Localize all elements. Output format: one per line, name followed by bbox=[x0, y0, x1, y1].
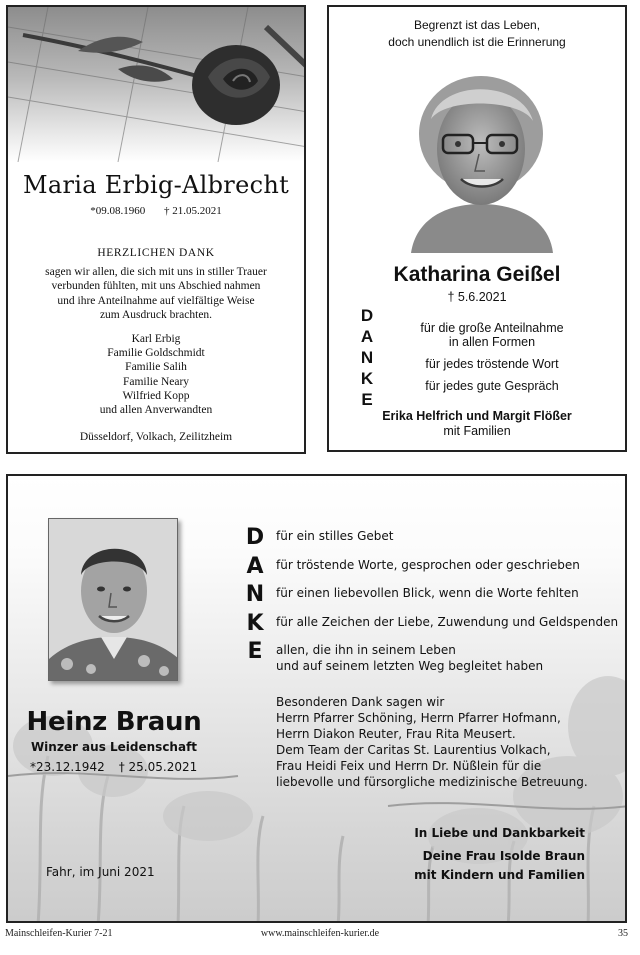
birth-date: *09.08.1960 bbox=[90, 205, 146, 217]
danke-letter: E bbox=[247, 639, 263, 664]
danke-letter: E bbox=[361, 390, 373, 409]
sign-line: Deine Frau Isolde Braun bbox=[422, 848, 585, 863]
signatory: Familie Goldschmidt bbox=[107, 347, 205, 360]
thanks-lines bbox=[387, 321, 597, 393]
thanks-line: für jedes tröstende Wort bbox=[425, 357, 559, 371]
text-line: und ihre Anteilnahme auf vielfältige Weise bbox=[57, 294, 255, 307]
place-date: Fahr, im Juni 2021 bbox=[46, 865, 155, 879]
deceased-name: Maria Erbig-Albrecht bbox=[22, 171, 290, 199]
danke-vertical bbox=[244, 524, 266, 667]
birth-date: *23.12.1942 bbox=[30, 760, 105, 774]
sign-line: In Liebe und Dankbarkeit bbox=[414, 826, 585, 840]
danke-letter: A bbox=[246, 553, 264, 579]
deceased-name: Heinz Braun bbox=[26, 707, 202, 737]
death-date: † 21.05.2021 bbox=[164, 205, 222, 217]
danke-letter: K bbox=[360, 369, 374, 388]
death-date: † 25.05.2021 bbox=[118, 760, 198, 774]
text-line: verbunden fühlten, mit uns Abschied nahmen bbox=[51, 280, 261, 293]
thanks-text bbox=[8, 265, 304, 322]
signature bbox=[414, 824, 585, 886]
death-date: † 5.6.2021 bbox=[447, 290, 507, 304]
special-thanks-line: liebevolle und fürsorgliche medizinische Betreuung. bbox=[276, 775, 588, 790]
danke-letter: D bbox=[245, 525, 265, 550]
sign-names: Erika Helfrich und Margit Flößer bbox=[382, 409, 572, 423]
signature bbox=[329, 409, 625, 438]
special-thanks-line: Besonderen Dank sagen wir bbox=[276, 695, 445, 709]
danke-letter: N bbox=[360, 348, 374, 367]
text-line: zum Ausdruck brachten. bbox=[99, 308, 213, 321]
obituary-katharina bbox=[327, 5, 627, 452]
signatory: Familie Neary bbox=[122, 375, 190, 388]
text-line: sagen wir allen, die sich mit uns in stiller Trauer bbox=[45, 266, 267, 278]
thanks-lines bbox=[276, 528, 618, 674]
thanks-line: und auf seinem letzten Weg begleitet haben bbox=[276, 659, 544, 673]
special-thanks-line: Herrn Pfarrer Schöning, Herrn Pfarrer Hofmann, bbox=[276, 711, 561, 726]
danke-letter: D bbox=[360, 306, 374, 325]
quote bbox=[329, 17, 625, 51]
portrait-photo bbox=[401, 59, 561, 253]
thanks-line: für jedes gute Gespräch bbox=[425, 379, 559, 393]
thanks-line: für einen liebevollen Blick, wenn die Worte fehlten bbox=[276, 586, 579, 600]
thanks-line: für tröstende Worte, gesprochen oder geschrieben bbox=[276, 557, 580, 572]
places: Düsseldorf, Volkach, Zeilitzheim bbox=[79, 431, 233, 443]
special-thanks-line: Frau Heidi Feix und Herrn Dr. Nüßlein für die bbox=[276, 759, 542, 774]
signatory: Familie Salih bbox=[125, 361, 187, 374]
danke-letter: K bbox=[246, 610, 264, 636]
page-number: 35 bbox=[618, 928, 628, 939]
thanks-line: für alle Zeichen der Liebe, Zuwendung und Geldspenden bbox=[276, 614, 619, 629]
thanks-line: für ein stilles Gebet bbox=[276, 529, 394, 543]
deceased-name: Katharina Geißel bbox=[393, 263, 561, 286]
thanks-heading: HERZLICHEN DANK bbox=[97, 247, 215, 259]
life-dates bbox=[30, 760, 197, 774]
thanks-line: in allen Formen bbox=[448, 335, 536, 349]
life-dates bbox=[8, 205, 304, 217]
danke-vertical bbox=[357, 305, 377, 410]
subtitle: Winzer aus Leidenschaft bbox=[30, 740, 198, 754]
thanks-line: für die große Anteilnahme bbox=[420, 321, 564, 335]
signatory: und allen Anverwandten bbox=[99, 404, 213, 417]
publication-name: Mainschleifen-Kurier 7-21 bbox=[5, 928, 113, 939]
danke-letter: A bbox=[360, 327, 374, 346]
website-url: www.mainschleifen-kurier.de bbox=[260, 928, 380, 939]
portrait-photo bbox=[48, 518, 178, 681]
special-thanks bbox=[276, 694, 588, 791]
sign-family: mit Familien bbox=[443, 423, 511, 438]
signatories bbox=[8, 332, 304, 417]
signatory: Wilfried Kopp bbox=[122, 389, 190, 402]
rose-image bbox=[8, 7, 304, 162]
thanks-line: allen, die ihn in seinem Leben bbox=[276, 643, 456, 657]
obituary-maria bbox=[6, 5, 306, 454]
danke-letter: N bbox=[245, 582, 265, 607]
quote-line: doch unendlich ist die Erinnerung bbox=[388, 35, 566, 49]
obituary-heinz bbox=[6, 474, 627, 923]
quote-line: Begrenzt ist das Leben, bbox=[413, 18, 541, 32]
special-thanks-line: Dem Team der Caritas St. Laurentius Volkach, bbox=[276, 743, 551, 758]
special-thanks-line: Herrn Diakon Reuter, Frau Rita Meusert. bbox=[276, 727, 516, 742]
sign-line: mit Kindern und Familien bbox=[414, 868, 585, 882]
signatory: Karl Erbig bbox=[131, 333, 181, 345]
